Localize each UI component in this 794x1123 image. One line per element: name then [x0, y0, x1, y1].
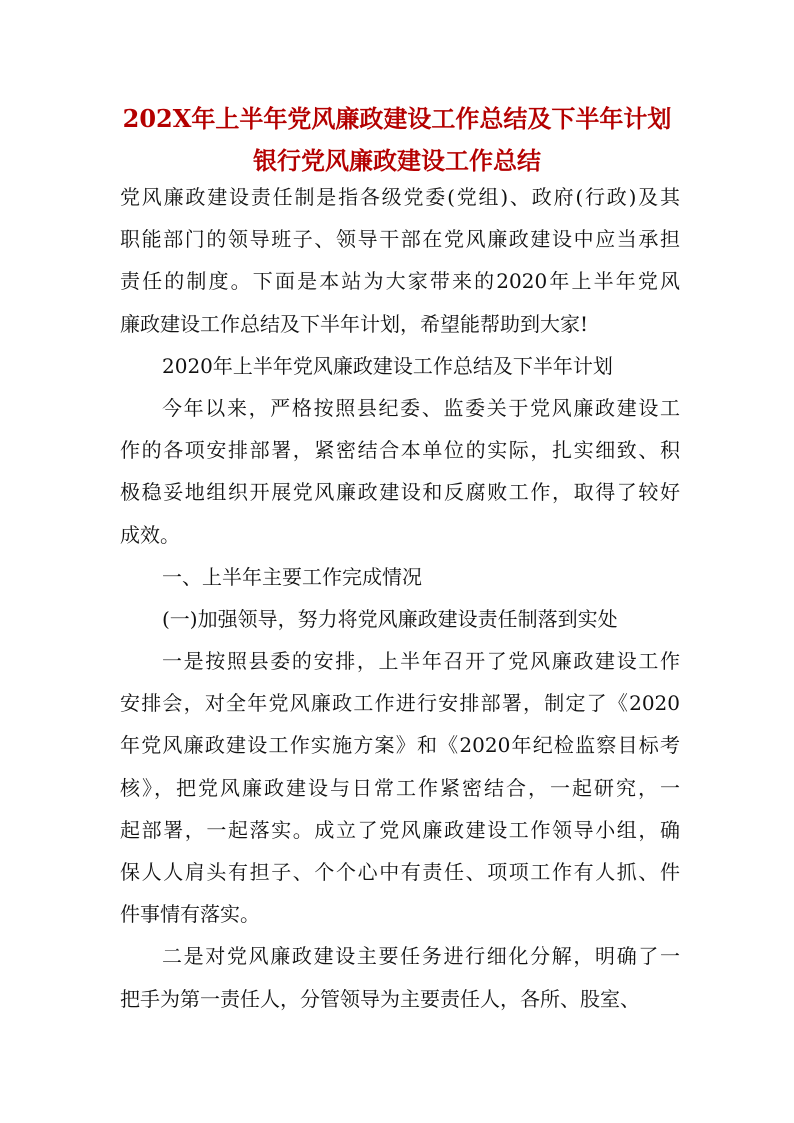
- paragraph-line: (一)加强领导，努力将党风廉政建设责任制落到实处: [162, 606, 618, 631]
- paragraph: [120, 640, 680, 935]
- paragraph-line: 作的各项安排部署，紧密结合本单位的实际，扎实细致、积: [120, 438, 680, 463]
- paragraph-line: 一、上半年主要工作完成情况: [162, 564, 422, 589]
- paragraph: [120, 176, 680, 345]
- paragraph-line: 年党风廉政建设工作实施方案》和《2020年纪检监察目标考: [120, 733, 680, 758]
- paragraph-line: 责任的制度。下面是本站为大家带来的2020年上半年党风: [120, 269, 680, 294]
- paragraph-line: 一是按照县委的安排，上半年召开了党风廉政建设工作: [162, 649, 680, 674]
- paragraph-line: 今年以来，严格按照县纪委、监委关于党风廉政建设工: [162, 395, 680, 420]
- paragraph-line: 核》，把党风廉政建设与日常工作紧密结合，一起研究，一: [120, 775, 680, 800]
- paragraph: [120, 387, 680, 556]
- paragraph-line: 件事情有落实。: [120, 902, 260, 927]
- paragraph-line: 二是对党风廉政建设主要任务进行细化分解，明确了一: [162, 944, 680, 969]
- paragraph: [120, 556, 680, 598]
- paragraph-line: 起部署，一起落实。成立了党风廉政建设工作领导小组，确: [120, 817, 680, 842]
- paragraph-line: 廉政建设工作总结及下半年计划，希望能帮助到大家!: [120, 311, 589, 336]
- paragraph: [120, 598, 680, 640]
- document-subtitle: 银行党风廉政建设工作总结: [253, 146, 541, 175]
- paragraph-line: 职能部门的领导班子、领导干部在党风廉政建设中应当承担: [120, 227, 680, 252]
- paragraph-line: 极稳妥地组织开展党风廉政建设和反腐败工作，取得了较好: [120, 480, 680, 505]
- paragraph-line: 安排会，对全年党风廉政工作进行安排部署，制定了《2020: [120, 691, 680, 716]
- paragraph-line: 党风廉政建设责任制是指各级党委(党组)、政府(行政)及其: [120, 185, 680, 209]
- paragraph-line: 2020年上半年党风廉政建设工作总结及下半年计划: [162, 353, 613, 378]
- paragraph: [120, 935, 680, 1019]
- paragraph: [120, 345, 680, 387]
- paragraph-line: 把手为第一责任人，分管领导为主要责任人，各所、股室、: [120, 986, 640, 1011]
- document-title: 202X年上半年党风廉政建设工作总结及下半年计划: [122, 104, 672, 133]
- document-body: [120, 176, 680, 1020]
- paragraph-line: 成效。: [120, 522, 180, 547]
- paragraph-line: 保人人肩头有担子、个个心中有责任、项项工作有人抓、件: [120, 860, 680, 884]
